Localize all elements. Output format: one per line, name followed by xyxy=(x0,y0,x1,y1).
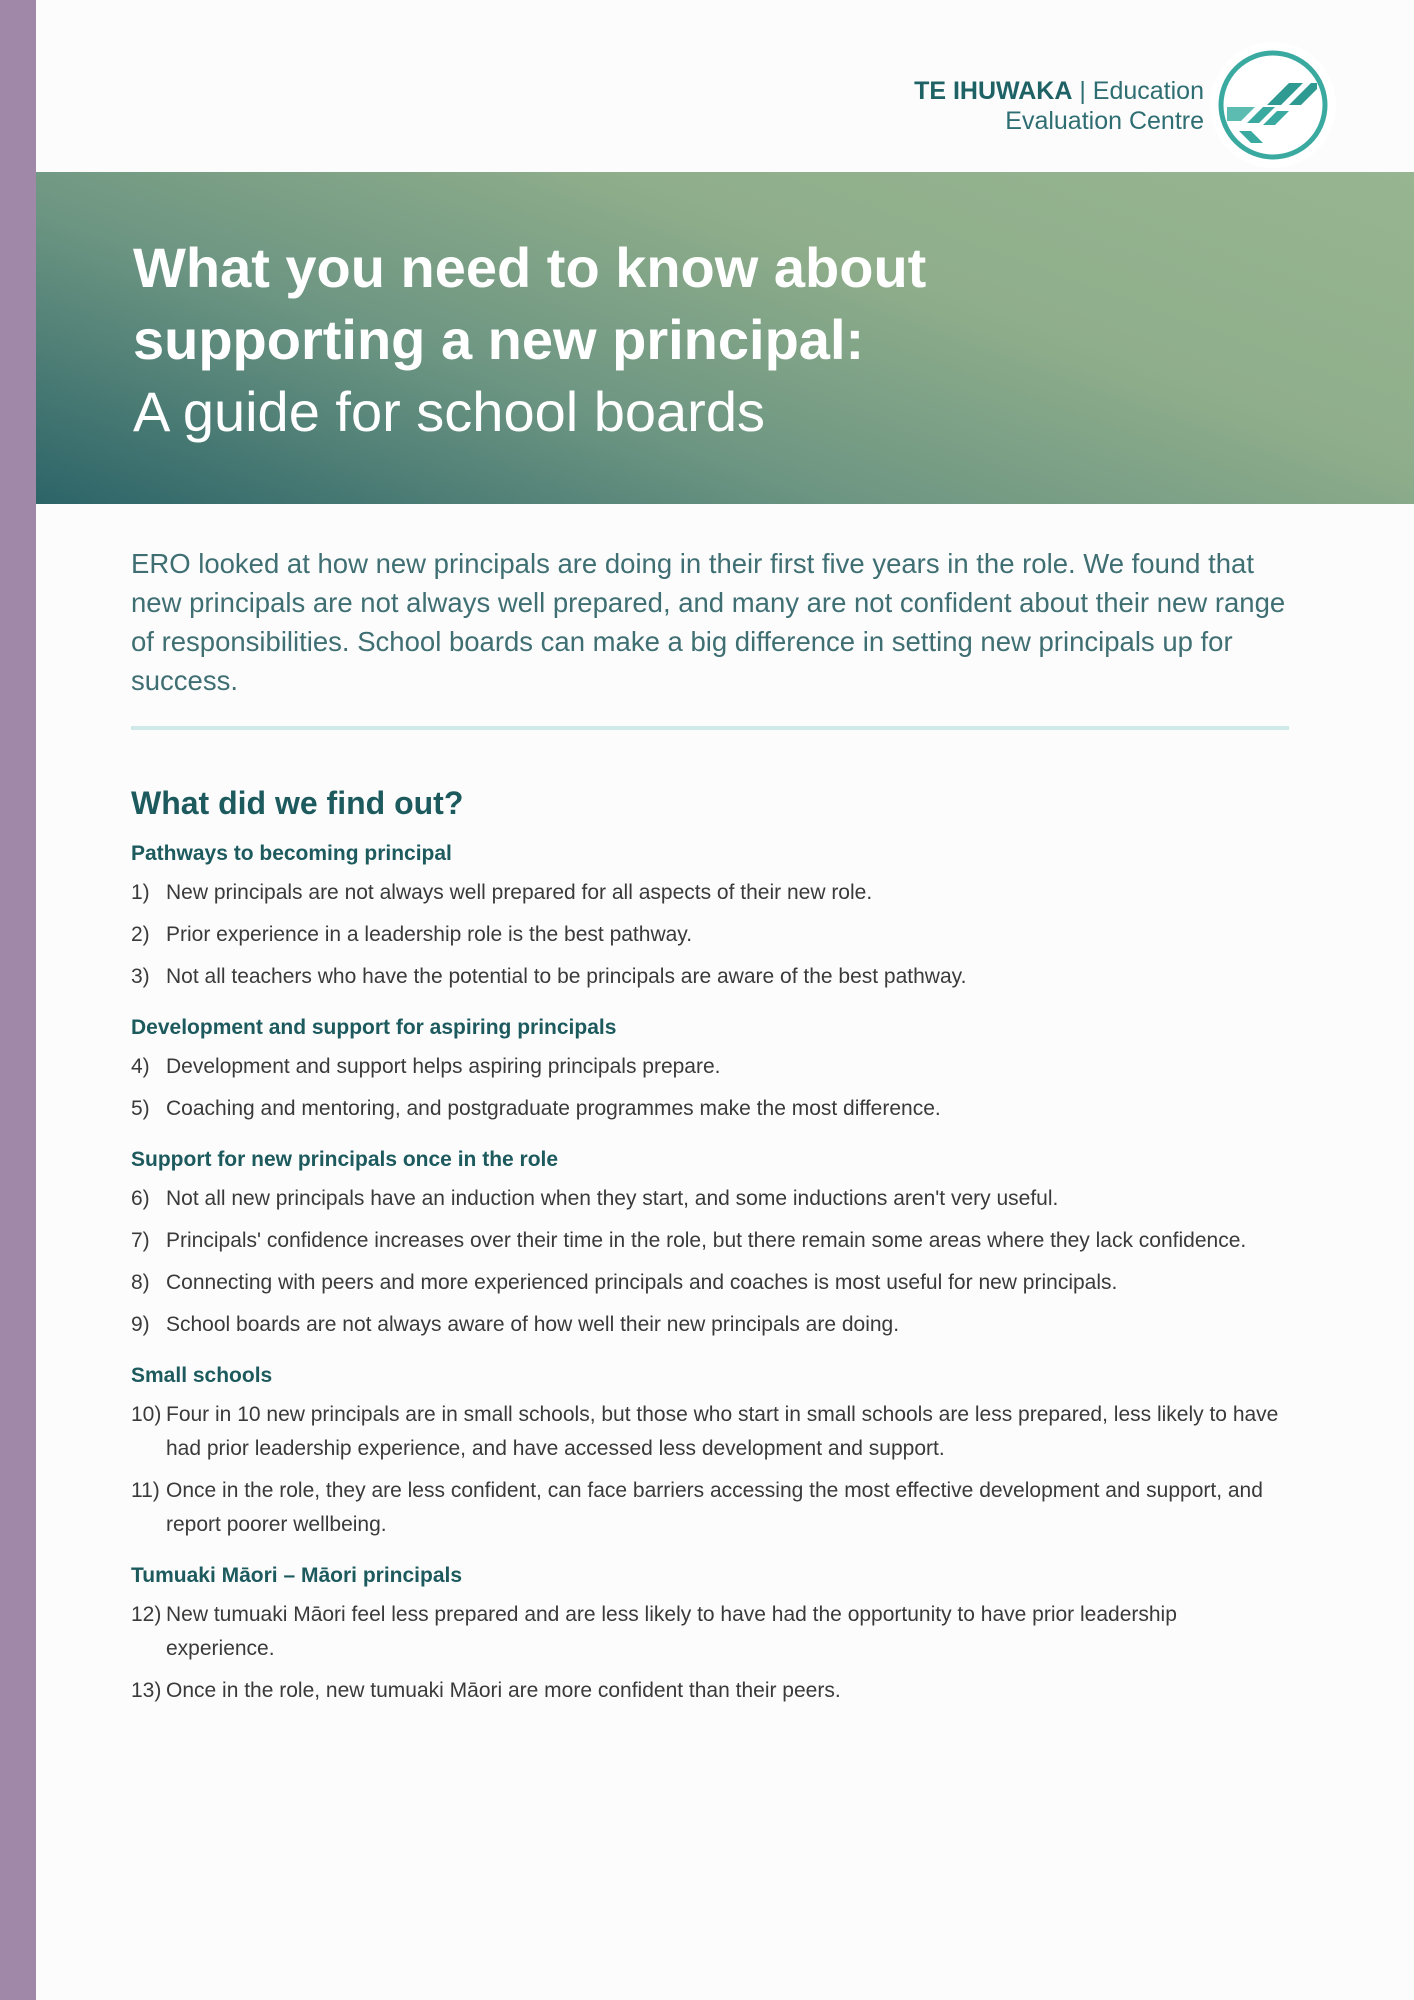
finding-text: New principals are not always well prepared for all aspects of their new role. xyxy=(166,881,873,904)
finding-text: Prior experience in a leadership role is the best pathway. xyxy=(166,923,693,946)
logo-emblem-icon xyxy=(1210,42,1336,168)
logo-org-line2: Evaluation Centre xyxy=(1005,107,1204,135)
finding-item xyxy=(131,1674,1291,1708)
finding-number: 11) xyxy=(131,1479,160,1502)
finding-item xyxy=(131,1092,1291,1126)
finding-text: Development and support helps aspiring principals prepare. xyxy=(166,1055,721,1078)
finding-item xyxy=(131,960,1291,994)
finding-text: Once in the role, they are less confident, can face barriers accessing the most effective development and support, and report poorer wellbeing. xyxy=(166,1479,1263,1536)
finding-item xyxy=(131,918,1291,952)
page-title xyxy=(133,232,926,448)
finding-text: School boards are not always aware of how well their new principals are doing. xyxy=(166,1313,900,1336)
finding-group xyxy=(131,1016,1291,1126)
finding-group xyxy=(131,1564,1291,1708)
finding-item xyxy=(131,1050,1291,1084)
finding-number: 10) xyxy=(131,1403,162,1426)
title-line-1: What you need to know about xyxy=(133,236,927,299)
finding-text: Not all teachers who have the potential to be principals are aware of the best pathway. xyxy=(166,965,967,988)
logo-text: TE IHUWAKA | Education Evaluation Centre xyxy=(914,77,1204,135)
finding-number: 3) xyxy=(131,965,150,988)
finding-item xyxy=(131,1224,1291,1258)
finding-text: Four in 10 new principals are in small schools, but those who start in small schools are less prepared, less likely to have had prior leadership experience, and have accessed less development and support. xyxy=(166,1403,1279,1460)
finding-number: 4) xyxy=(131,1055,150,1078)
finding-text: Not all new principals have an induction when they start, and some inductions aren't very useful. xyxy=(166,1187,1059,1210)
finding-item xyxy=(131,876,1291,910)
finding-item xyxy=(131,1182,1291,1216)
finding-number: 8) xyxy=(131,1271,150,1294)
finding-item xyxy=(131,1474,1291,1542)
findings-heading: What did we find out? xyxy=(131,785,464,821)
finding-item xyxy=(131,1598,1291,1666)
finding-group xyxy=(131,842,1291,994)
finding-text: New tumuaki Māori feel less prepared and are less likely to have had the opportunity to have prior leadership experience. xyxy=(166,1603,1177,1660)
logo-org-bold: TE IHUWAKA xyxy=(914,77,1073,105)
finding-number: 7) xyxy=(131,1229,150,1252)
finding-group-title: Development and support for aspiring principals xyxy=(131,1016,617,1039)
finding-group-title: Small schools xyxy=(131,1364,273,1387)
title-line-2: supporting a new principal: xyxy=(133,308,865,371)
finding-group-title: Support for new principals once in the role xyxy=(131,1148,559,1171)
divider xyxy=(131,726,1289,730)
finding-item xyxy=(131,1266,1291,1300)
finding-text: Once in the role, new tumuaki Māori are more confident than their peers. xyxy=(166,1679,841,1702)
finding-text: Connecting with peers and more experienced principals and coaches is most useful for new principals. xyxy=(166,1271,1118,1294)
finding-group xyxy=(131,1148,1291,1342)
findings-section xyxy=(131,785,1291,1730)
finding-number: 12) xyxy=(131,1603,162,1626)
finding-number: 5) xyxy=(131,1097,150,1120)
finding-item xyxy=(131,1308,1291,1342)
finding-number: 13) xyxy=(131,1679,162,1702)
finding-number: 9) xyxy=(131,1313,150,1336)
finding-text: Principals' confidence increases over their time in the role, but there remain some areas where they lack confidence. xyxy=(166,1229,1247,1252)
finding-number: 1) xyxy=(131,881,150,904)
finding-item xyxy=(131,1398,1291,1466)
intro-paragraph: ERO looked at how new principals are doing in their first five years in the role. We found that new principals are not always well prepared, and many are not confident about their new range of responsibilities. School boards can make a big difference in setting new principals up for success. xyxy=(131,548,1286,696)
findings-groups xyxy=(131,842,1291,1708)
side-accent-bar xyxy=(0,0,36,2000)
finding-text: Coaching and mentoring, and postgraduate programmes make the most difference. xyxy=(166,1097,941,1120)
finding-number: 6) xyxy=(131,1187,150,1210)
logo-org-line1: Education xyxy=(1092,77,1204,105)
finding-group-title: Pathways to becoming principal xyxy=(131,842,452,865)
finding-group-title: Tumuaki Māori – Māori principals xyxy=(131,1564,463,1587)
finding-number: 2) xyxy=(131,923,150,946)
title-subtitle: A guide for school boards xyxy=(133,380,765,443)
finding-group xyxy=(131,1364,1291,1542)
